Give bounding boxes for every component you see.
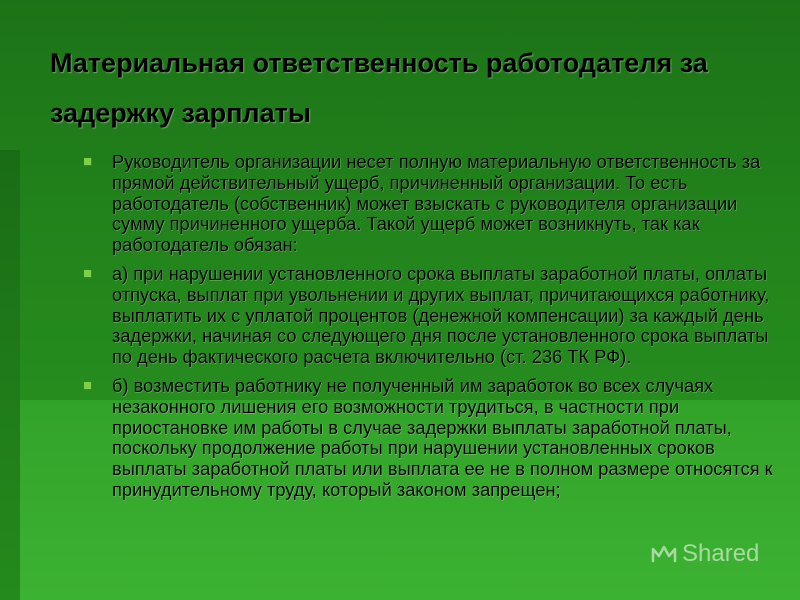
square-bullet-icon [84,382,92,390]
bullet-text: а) при нарушении установленного срока выплаты заработной платы, оплаты отпуска, выплат при увольнении и других выплат, причитающихся работнику, выплатить их с уплатой процентов (денежной компенсации) за каждый день задержки, начиная со следующего дня после установленного срока выплаты по день фактического расчета включительно (ст. 236 ТК РФ). [112,262,770,368]
bullet-item [84,376,774,501]
square-bullet-icon [84,158,92,166]
watermark [650,540,759,568]
bullet-item [84,264,774,368]
bullet-item [84,152,774,256]
slide-title: Материальная ответственность работодателя за задержку зарплаты [50,48,708,128]
square-bullet-icon [84,270,92,278]
bullet-list [84,152,774,509]
bullet-text: б) возместить работнику не полученный им заработок во всех случаях незаконного лишения его возможности трудиться, в частности при приостановке им работы в случае задержки выплаты заработной платы, поскольку продолжение работы при нарушении установленных сроков выплаты заработной платы или выплата ее не в полном размере относятся к принудительному труду, который законом запрещен; [112,374,773,500]
background-stripe [0,150,20,600]
watermark-text: Shared [682,540,760,567]
bullet-text: Руководитель организации несет полную материальную ответственность за прямой действительный ущерб, причиненный организации. То есть работодатель (собственник) может взыскать с руководителя организации сумму причиненного ущерба. Такой ущерб может возникнуть, так как работодатель обязан: [112,151,761,256]
myshared-logo-icon [650,543,678,565]
